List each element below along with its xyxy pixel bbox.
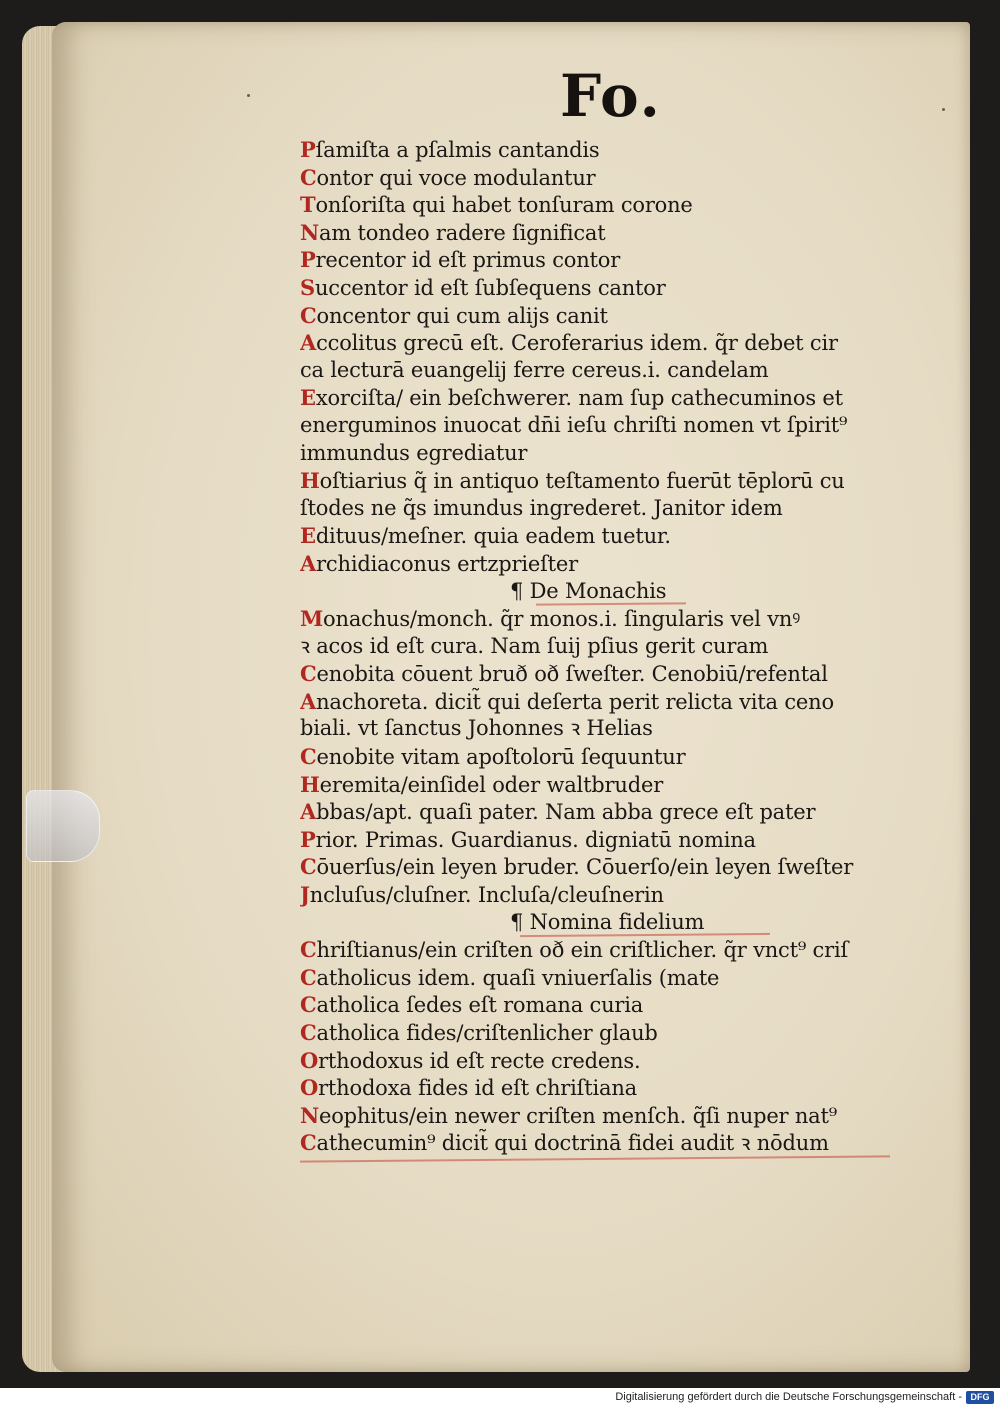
line-text: hriſtianus/ein criſten oð ein criſtlicher. q̃r vnct⁹ criſ bbox=[316, 938, 849, 963]
rubricated-initial: P bbox=[300, 247, 316, 273]
rubricated-initial: M bbox=[300, 606, 324, 632]
line-text: ¶ Nomina fidelium bbox=[510, 909, 705, 934]
line-text: enobite vitam apoſtolorū ſequuntur bbox=[316, 745, 686, 770]
line-text: ccolitus grecū eſt. Ceroferarius idem. q̃r debet cir bbox=[316, 331, 838, 356]
text-line bbox=[300, 798, 930, 826]
line-text: ꝛ acos id eſt cura. Nam ſuij pſius gerit curam bbox=[300, 633, 769, 658]
line-text: atholicus idem. quaſi vniuerſalis (mate bbox=[316, 965, 720, 990]
page-clip bbox=[26, 790, 100, 862]
line-text: uccentor id eſt ſubſequens cantor bbox=[314, 275, 666, 300]
text-line bbox=[300, 329, 930, 357]
text-line bbox=[300, 964, 930, 992]
line-text: rchidiaconus ertzprieſter bbox=[316, 551, 578, 576]
text-line bbox=[300, 164, 930, 192]
text-line bbox=[300, 881, 930, 909]
text-line bbox=[300, 1074, 930, 1102]
rubricated-initial: C bbox=[300, 661, 317, 687]
text-line bbox=[300, 384, 930, 412]
rubricated-initial: P bbox=[300, 826, 316, 852]
paper-speck bbox=[247, 94, 250, 97]
footer-bar bbox=[0, 1388, 1000, 1408]
rubricated-initial: H bbox=[300, 468, 320, 494]
rubricated-initial: H bbox=[300, 771, 320, 797]
text-line bbox=[300, 1019, 930, 1047]
text-block bbox=[300, 136, 930, 1157]
text-line bbox=[300, 302, 930, 330]
line-text: immundus egrediatur bbox=[300, 440, 528, 465]
line-text: ontor qui voce modulantur bbox=[316, 165, 596, 190]
rubricated-initial: N bbox=[300, 1102, 319, 1128]
line-text: xorciſta/ ein beſchwerer. nam ſup cathecuminos et bbox=[315, 386, 843, 411]
rubricated-initial: C bbox=[300, 164, 317, 190]
rubricated-initial: A bbox=[300, 688, 317, 714]
text-line bbox=[300, 936, 930, 964]
section-heading bbox=[300, 578, 930, 606]
rubricated-initial: O bbox=[300, 1075, 319, 1101]
rubricated-initial: C bbox=[300, 302, 317, 328]
line-text: dituus/meſner. quia eadem tuetur. bbox=[315, 524, 671, 549]
line-text: atholica ſedes eſt romana curia bbox=[316, 993, 644, 1018]
text-line bbox=[300, 522, 930, 550]
text-line bbox=[300, 633, 930, 661]
line-text: rthodoxus id eſt recte credens. bbox=[318, 1048, 641, 1073]
rubricated-initial: J bbox=[300, 882, 310, 908]
text-line bbox=[300, 1047, 930, 1075]
text-line bbox=[300, 853, 930, 881]
line-text: recentor id eſt primus contor bbox=[315, 248, 621, 273]
text-line bbox=[300, 688, 930, 716]
line-text: rthodoxa fides id eſt chriſtiana bbox=[318, 1076, 637, 1101]
line-text: athecumin⁹ dicit̃ qui doctrinā fidei audit ꝛ nōdum bbox=[316, 1131, 829, 1156]
rubricated-initial: N bbox=[300, 219, 319, 245]
rubricated-initial: O bbox=[300, 1047, 319, 1073]
rubricated-initial: P bbox=[300, 137, 316, 162]
text-line bbox=[300, 440, 930, 468]
funding-note: Digitalisierung gefördert durch die Deutsche Forschungsgemeinschaft - bbox=[615, 1391, 962, 1403]
text-line bbox=[300, 246, 930, 274]
rubricated-initial: C bbox=[300, 854, 317, 880]
text-line bbox=[300, 660, 930, 688]
line-text: ōuerſus/ein leyen bruder. Cōuerſo/ein leyen ſweſter bbox=[316, 855, 854, 880]
text-line bbox=[300, 467, 930, 495]
line-text: ncluſus/cluſner. Incluſa/cleuſnerin bbox=[309, 883, 664, 908]
rubricated-initial: A bbox=[300, 799, 317, 825]
rubricated-initial: T bbox=[300, 192, 316, 218]
text-line bbox=[300, 605, 930, 633]
section-heading bbox=[300, 909, 930, 937]
text-line bbox=[300, 136, 930, 164]
line-text: onachus/monch. q̃r monos.i. ſingularis vel vnꝰ bbox=[323, 607, 801, 632]
line-text: biali. vt ſanctus Johonnes ꝛ Helias bbox=[300, 716, 653, 741]
text-line bbox=[300, 191, 930, 219]
line-text: ca lecturā euangelij ferre cereus.i. candelam bbox=[300, 357, 769, 382]
line-text: oſtiarius q̃ in antiquo teſtamento fuerūt tēplorū cu bbox=[319, 469, 845, 494]
line-text: bbas/apt. quaſi pater. Nam abba grece eſt pater bbox=[316, 800, 816, 825]
line-text: ſamiſta a pſalmis cantandis bbox=[315, 138, 600, 162]
text-line bbox=[300, 715, 930, 743]
line-text: nachoreta. dicit̃ qui deſerta perit relicta vita ceno bbox=[316, 689, 834, 714]
line-text: ſtodes ne q̃s imundus ingrederet. Janitor idem bbox=[300, 495, 783, 520]
gutter-shadow bbox=[970, 0, 1000, 1388]
dfg-logo: DFG bbox=[966, 1391, 994, 1404]
text-line bbox=[300, 274, 930, 302]
text-line bbox=[300, 991, 930, 1019]
line-text: eremita/einſidel oder waltbruder bbox=[319, 772, 664, 797]
rubricated-initial: C bbox=[300, 937, 317, 963]
text-line bbox=[300, 1129, 930, 1157]
line-text: atholica fides/criſtenlicher glaub bbox=[316, 1021, 658, 1045]
rubricated-initial: C bbox=[300, 744, 317, 770]
text-line bbox=[300, 743, 930, 771]
paper-speck bbox=[942, 108, 945, 111]
text-line bbox=[300, 357, 930, 385]
text-line bbox=[300, 550, 930, 578]
text-line bbox=[300, 412, 930, 440]
line-text: ¶ De Monachis bbox=[510, 578, 667, 603]
rubricated-initial: A bbox=[300, 550, 317, 576]
rubricated-initial: S bbox=[300, 274, 315, 300]
line-text: oncentor qui cum alijs canit bbox=[316, 303, 608, 328]
rubricated-initial: C bbox=[300, 1130, 317, 1156]
text-line bbox=[300, 1102, 930, 1130]
line-text: onſoriſta qui habet tonſuram corone bbox=[315, 193, 693, 218]
rubricated-initial: E bbox=[300, 385, 316, 411]
line-text: rior. Primas. Guardianus. digniatū nomina bbox=[315, 827, 756, 852]
folio-heading: Fo. bbox=[560, 62, 662, 130]
line-text: eophitus/ein newer criſten menſch. q̃ſi nuper nat⁹ bbox=[319, 1103, 837, 1128]
rubricated-initial: C bbox=[300, 964, 317, 990]
line-text: am tondeo radere ſignificat bbox=[319, 220, 606, 245]
rubricated-initial: C bbox=[300, 1020, 317, 1045]
rubricated-initial: E bbox=[300, 523, 316, 549]
line-text: enobita cōuent bruð oð ſweſter. Cenobiū/refental bbox=[316, 662, 828, 687]
text-line bbox=[300, 219, 930, 247]
text-line bbox=[300, 771, 930, 799]
text-line bbox=[300, 495, 930, 523]
text-line bbox=[300, 826, 930, 854]
rubricated-initial: C bbox=[300, 992, 317, 1018]
line-text: energuminos inuocat dn̄i ieſu chriſti nomen vt ſpirit⁹ bbox=[300, 412, 848, 437]
rubricated-initial: A bbox=[300, 330, 317, 356]
